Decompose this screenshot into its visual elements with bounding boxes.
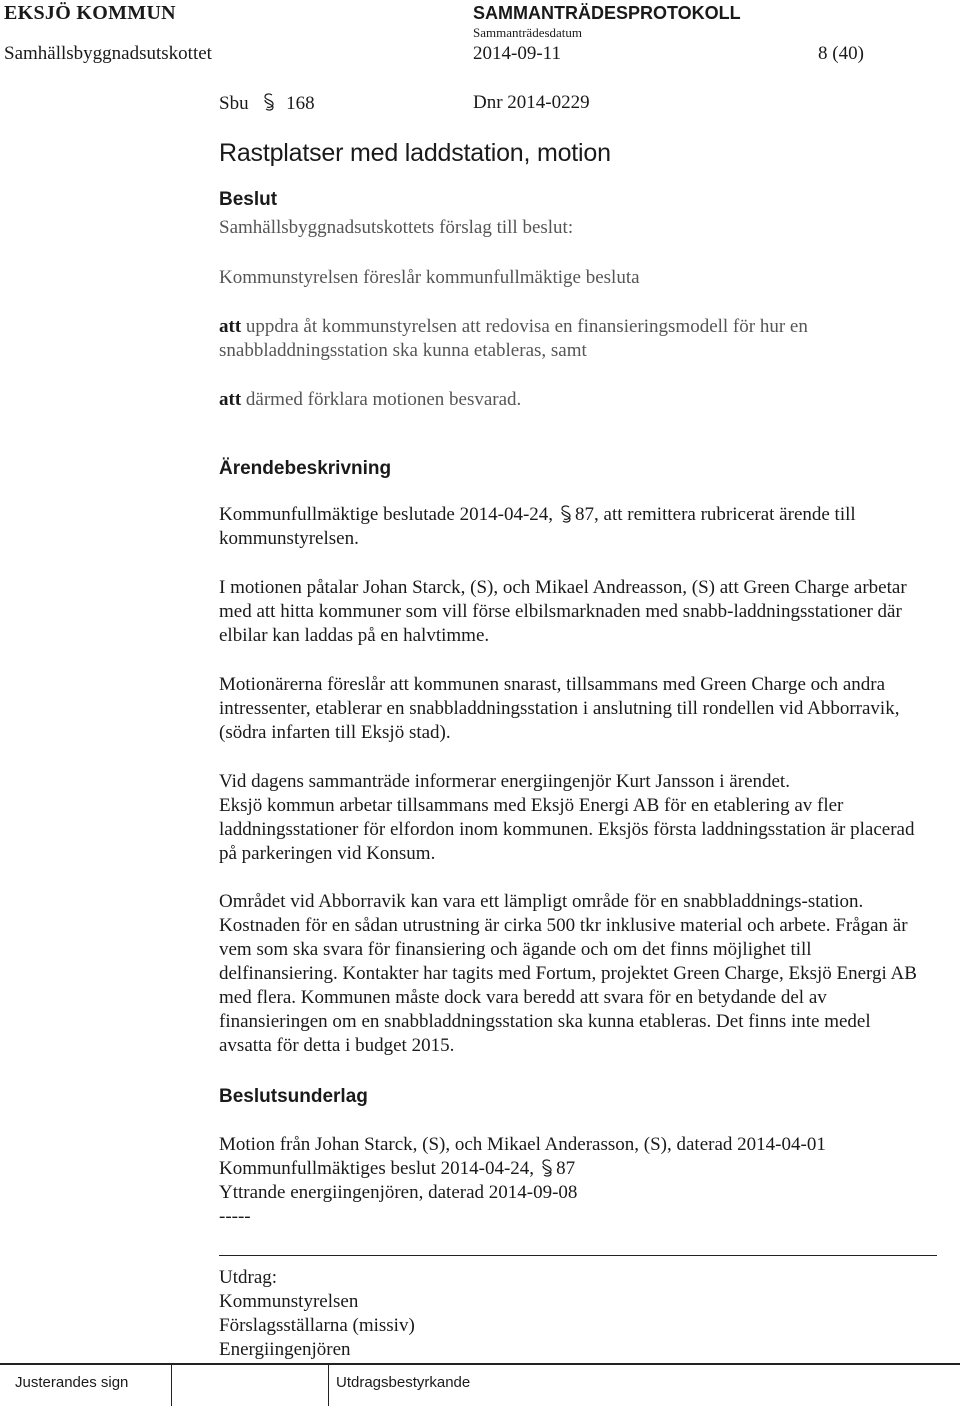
clause-text: därmed förklara motionen besvarad. [241,389,522,410]
section-sign-icon [261,92,277,112]
footer-divider [328,1365,329,1406]
basis-heading: Beslutsunderlag [219,1086,368,1107]
description-paragraph-4b: Eksjö kommun arbetar tillsammans med Eksjö Energi AB för en etablering av fler laddningsstationer för elfordon inom kommunen. Eksjös första laddningsstation är placerad på parkeringen vid Konsum. [219,795,915,864]
committee-name: Samhällsbyggnadsutskottet [4,43,212,64]
adjuster-sign-label: Justerandes sign [15,1374,129,1391]
section-sign-icon [559,504,573,524]
proposal-line: Kommunstyrelsen föreslår kommunfullmäktige besluta [219,267,640,288]
decision-heading: Beslut [219,189,278,210]
decision-clause-1 [219,315,909,363]
extract-recipient: Kommunstyrelsen [219,1291,359,1312]
page-title: Rastplatser med laddstation, motion [219,139,611,167]
basis-item: Motion från Johan Starck, (S), och Mikael Anderasson, (S), daterad 2014-04-01 [219,1134,826,1155]
meeting-date-label: Sammanträdesdatum [473,25,583,40]
extract-label: Utdrag: [219,1267,278,1288]
basis-item [219,1157,919,1181]
description-paragraph-4a: Vid dagens sammanträde informerar energiingenjör Kurt Jansson i ärendet. [219,771,790,792]
document-type: SAMMANTRÄDESPROTOKOLL [473,3,741,23]
description-paragraph-3: Motionärerna föreslår att kommunen snarast, tillsammans med Green Charge och andra intressenter, etablerar en snabbladdningsstation i anslutning till rondellen vid Abborravik, (södra infarten till Eksjö stad). [219,674,900,743]
section-sign-icon [540,1158,554,1178]
extract-divider [219,1255,937,1256]
extract-recipient: Energiingenjören [219,1339,351,1360]
case-id-number: 168 [286,93,315,114]
description-paragraph-2: I motionen påtalar Johan Starck, (S), och Mikael Andreasson, (S) att Green Charge arbetar med att hitta kommuner som vill förse elbilsmarknaden med snabb-laddningsstationer där elbilar kan laddas på en halvtimme. [219,577,907,646]
extract-recipient: Förslagsställarna (missiv) [219,1315,415,1336]
description-paragraph-5: Området vid Abborravik kan vara ett lämpligt område för en snabbladdnings-station. Kostnaden för en sådan utrustning är cirka 500 tkr inklusive material och arbete. Frågan är vem som ska svara för finansiering och ägande och om det finns möjlighet till delfinansiering. Kontakter har tagits med Fortum, projektet Green Charge, Eksjö Energi AB med flera. Kommunen måste dock vara beredd att svara för en betydande del av finansieringen om en snabbladdningsstation ska kunna etableras. Det finns inte medel avsatta för detta i budget 2015. [219,891,917,1056]
proposal-intro: Samhällsbyggnadsutskottets förslag till beslut: [219,217,574,238]
document-body [219,136,919,1362]
footer-divider [171,1365,172,1406]
description-paragraph-1 [219,503,919,551]
basis-separator: ----- [219,1206,251,1227]
decision-clause-2 [219,388,919,412]
clause-text: uppdra åt kommunstyrelsen att redovisa en finansieringsmodell för hur en snabbladdningsstation ska kunna etableras, samt [219,316,808,361]
description-heading: Ärendebeskrivning [219,458,392,479]
paragraph-text: Kommunfullmäktige beslutade 2014-04-24, [219,504,554,525]
basis-item: Yttrande energiingenjören, daterad 2014-09-08 [219,1182,578,1203]
clause-keyword: att [219,389,242,410]
meeting-date: 2014-09-11 [473,43,561,64]
page-number: 8 (40) [818,43,864,64]
organization-name: EKSJÖ KOMMUN [4,2,176,24]
paragraph-text: 87, att remittera rubricerat ärende till kommunstyrelsen. [219,504,856,549]
extract-certifier-label: Utdragsbestyrkande [336,1374,471,1391]
case-id [219,92,315,115]
basis-item-text: Kommunfullmäktiges beslut 2014-04-24, [219,1158,535,1179]
case-id-prefix: Sbu [219,93,249,114]
basis-item-text: 87 [556,1158,576,1179]
diary-number: Dnr 2014-0229 [473,92,590,113]
clause-keyword: att [219,316,242,337]
signature-footer [0,1363,960,1406]
